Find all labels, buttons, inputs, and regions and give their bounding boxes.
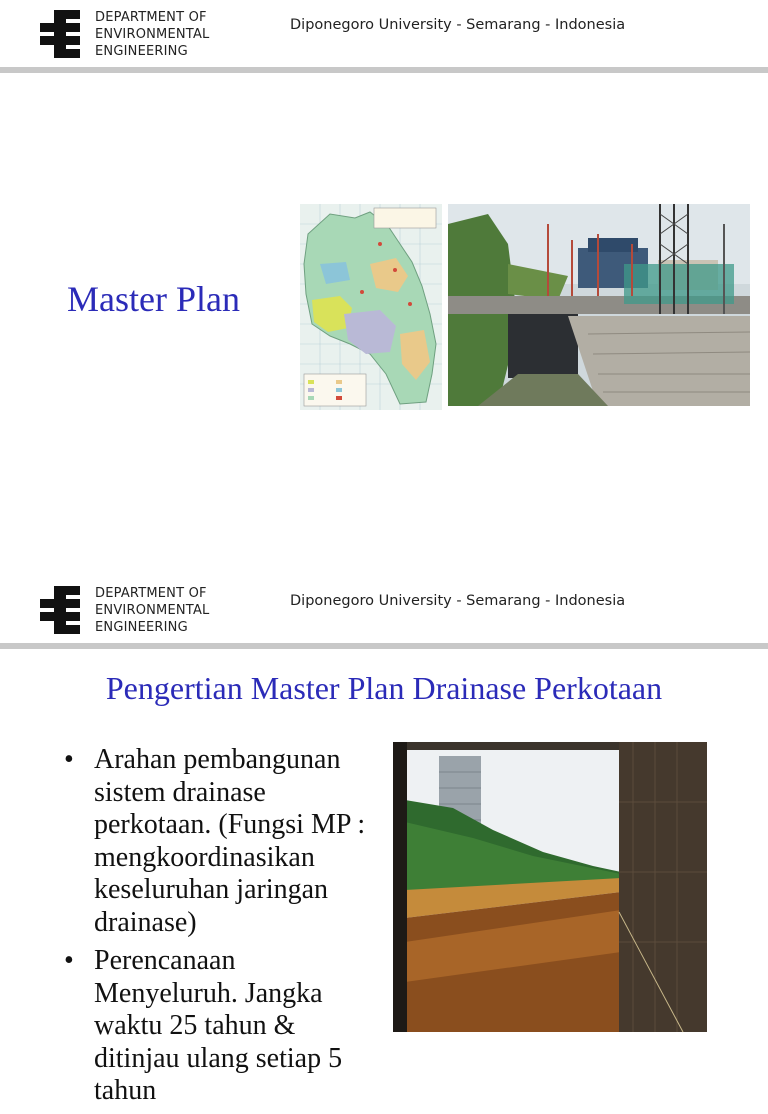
slide-2: [0, 576, 768, 1106]
canal-tunnel-photo: [393, 742, 707, 1032]
header-divider: [0, 67, 768, 73]
dept-line-3: ENGINEERING: [95, 620, 188, 635]
department-logo-icon: [40, 10, 80, 58]
department-name: [95, 9, 209, 60]
dept-line-2: ENVIRONMENTAL: [95, 603, 210, 618]
university-name: Diponegoro University - Semarang - Indonesia: [290, 17, 626, 33]
dept-line-2: ENVIRONMENTAL: [95, 27, 210, 42]
university-name: Diponegoro University - Semarang - Indonesia: [290, 593, 626, 609]
bullet-item: • Arahan pembangunan sistem drainase perkotaan. (Fungsi MP : mengkoordinasikan keseluruhan jaringan drainase): [64, 744, 384, 939]
department-logo-icon: [40, 586, 80, 634]
slide-header: [0, 576, 768, 650]
slide-title: Pengertian Master Plan Drainase Perkotaan: [105, 670, 663, 706]
dept-line-1: DEPARTMENT OF: [95, 586, 207, 601]
drainage-map-image: [300, 204, 442, 410]
bullet-item: • Perencanaan Menyeluruh. Jangka waktu 25 tahun & ditinjau ulang setiap 5 tahun: [64, 945, 384, 1108]
drainage-channel-photo: [448, 204, 750, 406]
dept-line-3: ENGINEERING: [95, 44, 188, 59]
slide-header: [0, 0, 768, 74]
dept-line-1: DEPARTMENT OF: [95, 10, 207, 25]
slide-title: Master Plan: [67, 279, 240, 319]
header-divider: [0, 643, 768, 649]
department-name: [95, 585, 209, 636]
bullet-list: [64, 744, 384, 1114]
